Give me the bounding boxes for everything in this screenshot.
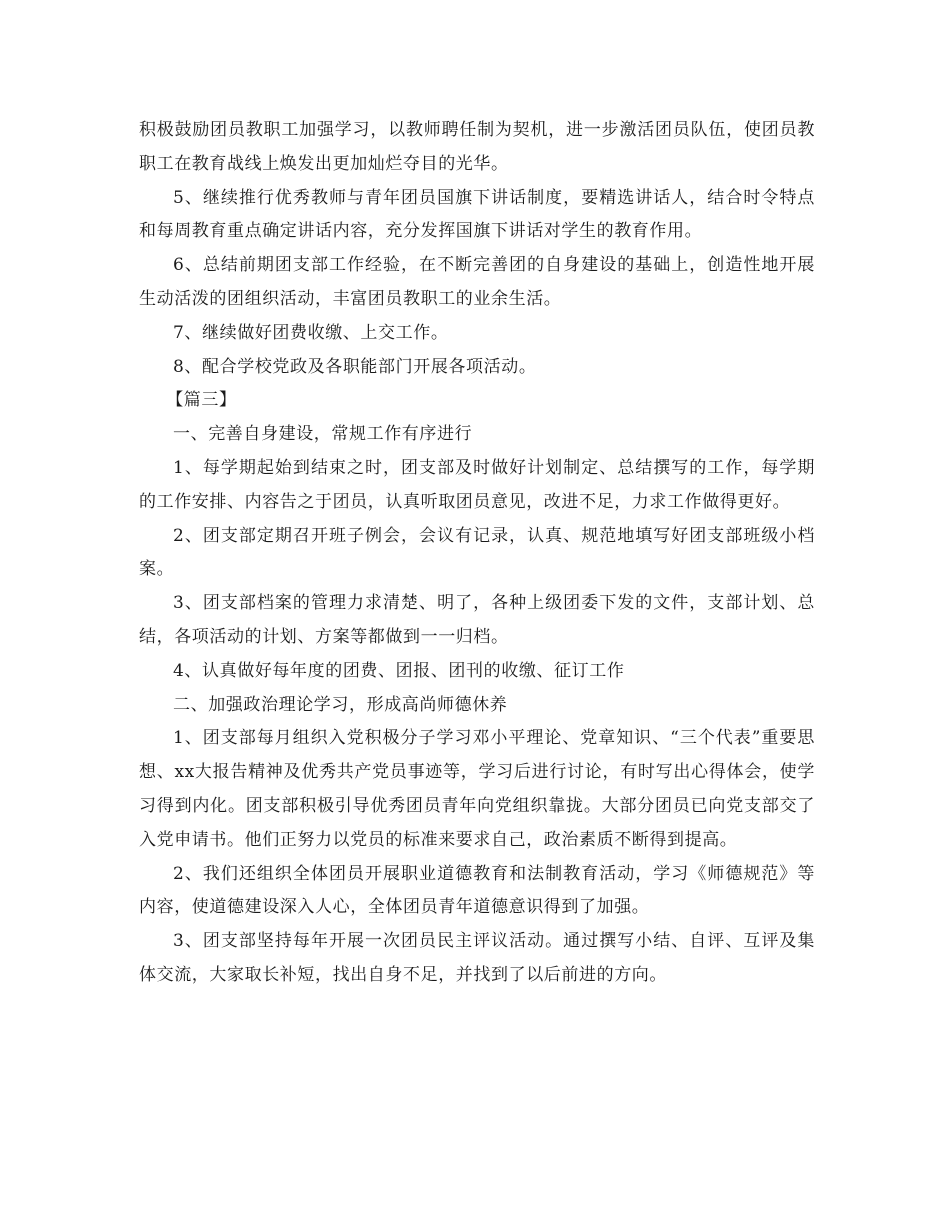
paragraph-item-5: 5、继续推行优秀教师与青年团员国旗下讲话制度，要精选讲话人，结合时令特点和每周教育重点确定讲话内容，充分发挥国旗下讲话对学生的教育作用。 <box>139 187 815 242</box>
paragraph-s2-item-2: 2、我们还组织全体团员开展职业道德教育和法制教育活动，学习《师德规范》等内容，使道德建设深入人心，全体团员青年道德意识得到了加强。 <box>139 863 815 918</box>
section-title-part-three: 【篇三】 <box>166 390 237 411</box>
document-body <box>139 114 815 993</box>
paragraph-continuation: 积极鼓励团员教职工加强学习，以教师聘任制为契机，进一步激活团员队伍，使团员教职工在教育战线上焕发出更加灿烂夺目的光华。 <box>139 120 815 174</box>
paragraph-item-8: 8、配合学校党政及各职能部门开展各项活动。 <box>173 356 537 377</box>
paragraph-item-6: 6、总结前期团支部工作经验，在不断完善团的自身建设的基础上，创造性地开展生动活泼的团组织活动，丰富团员教职工的业余生活。 <box>139 255 815 309</box>
paragraph-s1-item-4: 4、认真做好每年度的团费、团报、团刊的收缴、征订工作 <box>173 660 625 681</box>
paragraph-s1-item-2: 2、团支部定期召开班子例会，会议有记录，认真、规范地填写好团支部班级小档案。 <box>139 525 815 580</box>
heading-section-one: 一、完善自身建设，常规工作有序进行 <box>173 424 473 445</box>
paragraph-s1-item-1: 1、每学期起始到结束之时，团支部及时做好计划制定、总结撰写的工作，每学期的工作安排、内容告之于团员，认真听取团员意见，改进不足，力求工作做得更好。 <box>139 457 815 512</box>
paragraph-s2-item-3: 3、团支部坚持每年开展一次团员民主评议活动。通过撰写小结、自评、互评及集体交流，大家取长补短，找出自身不足，并找到了以后前进的方向。 <box>139 931 815 985</box>
paragraph-s1-item-3: 3、团支部档案的管理力求清楚、明了，各种上级团委下发的文件，支部计划、总结，各项活动的计划、方案等都做到一一归档。 <box>139 593 815 647</box>
paragraph-item-7: 7、继续做好团费收缴、上交工作。 <box>173 322 449 343</box>
heading-section-two: 二、加强政治理论学习，形成高尚师德休养 <box>173 694 508 715</box>
paragraph-s2-item-1: 1、团支部每月组织入党积极分子学习邓小平理论、党章知识、“三个代表”重要思想、xx大报告精神及优秀共产党员事迹等，学习后进行讨论，有时写出心得体会，使学习得到内化。团支部积极引导优秀团员青年向党组织靠拢。大部分团员已向党支部交了入党申请书。他们正努力以党员的标准来要求自己，政治素质不断得到提高。 <box>139 728 815 850</box>
